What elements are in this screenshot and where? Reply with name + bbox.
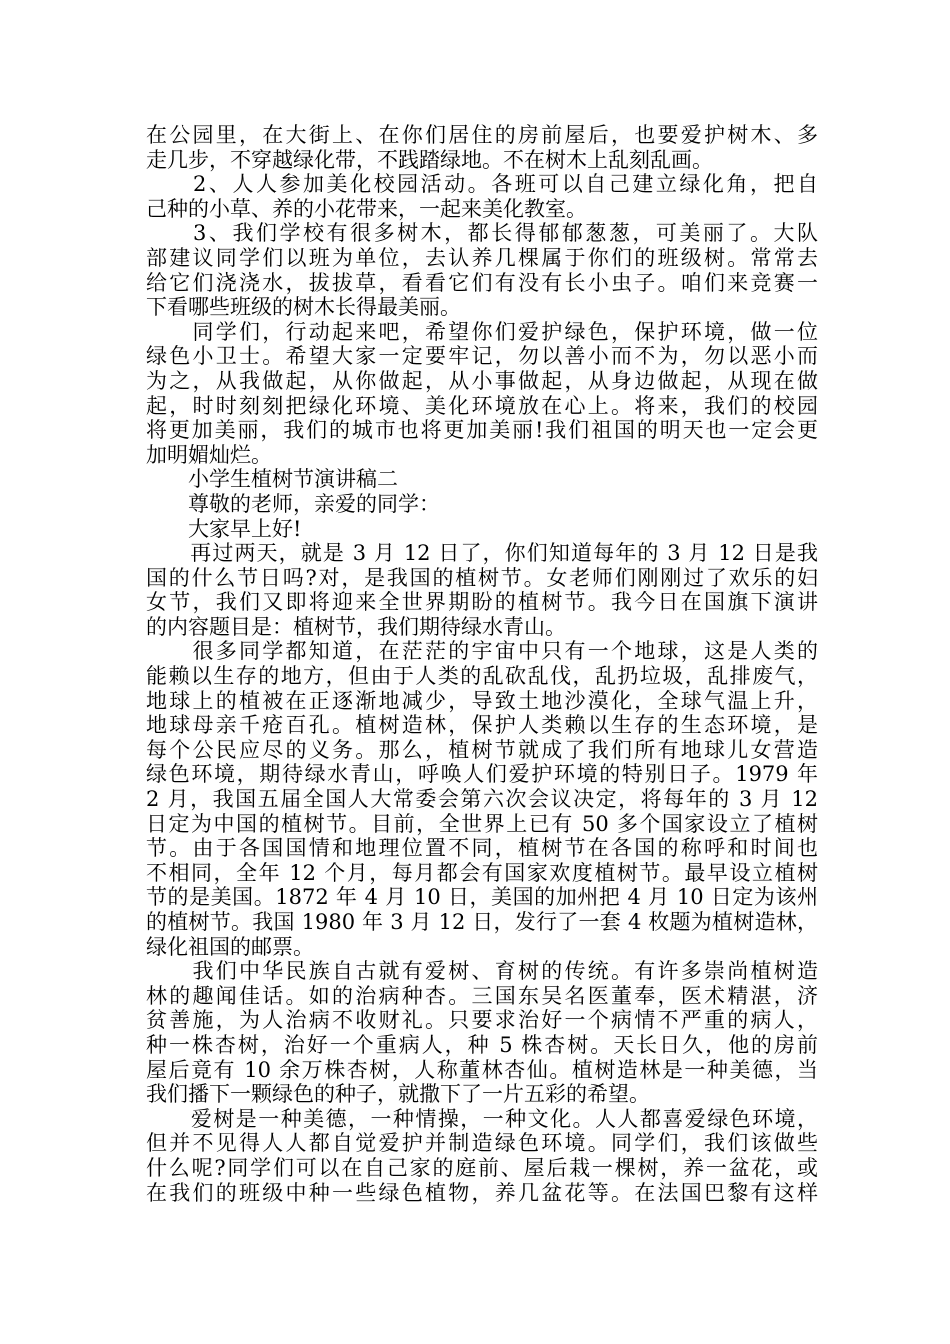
text-line: 绿色小卫士。希望大家一定要牢记，勿以善小而不为，勿以恶小而 bbox=[146, 344, 818, 369]
text-line: 大家早上好! bbox=[146, 516, 302, 541]
text-line: 国的什么节日吗?对，是我国的植树节。女老师们刚刚过了欢乐的妇 bbox=[146, 565, 818, 590]
text-line: 节。由于各国国情和地理位置不同，植树节在各国的称呼和时间也 bbox=[146, 836, 818, 861]
text-line: 但并不见得人人都自觉爱护并制造绿色环境。同学们，我们该做些 bbox=[146, 1131, 818, 1156]
text-line: 3、我们学校有很多树木，都长得郁郁葱葱，可美丽了。大队 bbox=[146, 221, 818, 246]
text-line: 己种的小草、养的小花带来，一起来美化教室。 bbox=[146, 196, 587, 221]
text-line: 再过两天，就是 3 月 12 日了，你们知道每年的 3 月 12 日是我 bbox=[146, 541, 818, 566]
text-line: 小学生植树节演讲稿二 bbox=[146, 467, 398, 492]
text-line: 屋后竟有 10 余万株杏树，人称董林杏仙。植树造林是一种美德，当 bbox=[146, 1057, 818, 1082]
text-line: 为之，从我做起，从你做起，从小事做起，从身边做起，从现在做 bbox=[146, 368, 818, 393]
text-line: 给它们浇浇水，拔拔草，看看它们有没有长小虫子。咱们来竞赛一 bbox=[146, 270, 818, 295]
text-line: 下看哪些班级的树木长得最美丽。 bbox=[146, 295, 461, 320]
text-line: 同学们，行动起来吧，希望你们爱护绿色，保护环境，做一位 bbox=[146, 319, 818, 344]
text-line: 的内容题目是：植树节，我们期待绿水青山。 bbox=[146, 614, 566, 639]
text-line: 部建议同学们以班为单位，去认养几棵属于你们的班级树。常常去 bbox=[146, 245, 818, 270]
text-line: 节的是美国。1872 年 4 月 10 日，美国的加州把 4 月 10 日定为该州 bbox=[146, 885, 818, 910]
text-line: 绿色环境，期待绿水青山，呼唤人们爱护环境的特别日子。1979 年 bbox=[146, 762, 818, 787]
document-body bbox=[146, 123, 818, 1205]
text-line: 爱树是一种美德，一种情操，一种文化。人人都喜爱绿色环境， bbox=[146, 1106, 818, 1131]
text-line: 的植树节。我国 1980 年 3 月 12 日，发行了一套 4 枚题为植树造林， bbox=[146, 910, 818, 934]
text-line: 2 月，我国五届全国人大常委会第六次会议决定，将每年的 3 月 12 bbox=[146, 787, 818, 812]
text-line: 很多同学都知道，在茫茫的宇宙中只有一个地球，这是人类的 bbox=[146, 639, 818, 664]
text-line: 日定为中国的植树节。目前，全世界上已有 50 多个国家设立了植树 bbox=[146, 811, 818, 836]
text-line: 贫善施，为人治病不收财礼。只要求治好一个病情不严重的病人， bbox=[146, 1008, 818, 1033]
text-line: 在我们的班级中种一些绿色植物，养几盆花等。在法国巴黎有这样 bbox=[146, 1180, 818, 1205]
text-line: 种一株杏树，治好一个重病人，种 5 株杏树。天长日久，他的房前 bbox=[146, 1032, 818, 1057]
text-line: 在公园里，在大街上、在你们居住的房前屋后，也要爱护树木、多 bbox=[146, 123, 818, 147]
text-line: 不相同，全年 12 个月，每月都会有国家欢度植树节。最早设立植树 bbox=[146, 860, 818, 885]
text-line: 什么呢?同学们可以在自己家的庭前、屋后栽一棵树，养一盆花，或 bbox=[146, 1155, 818, 1180]
text-line: 加明媚灿烂。 bbox=[146, 442, 272, 467]
text-line: 地球母亲千疮百孔。植树造林，保护人类赖以生存的生态环境，是 bbox=[146, 713, 818, 738]
text-line: 林的趣闻佳话。如的治病种杏。三国东吴名医董奉，医术精湛，济 bbox=[146, 983, 818, 1008]
text-line: 我们中华民族自古就有爱树、育树的传统。有许多崇尚植树造 bbox=[146, 959, 818, 984]
text-line: 尊敬的老师，亲爱的同学： bbox=[146, 491, 440, 516]
text-line: 起，时时刻刻把绿化环境、美化环境放在心上。将来，我们的校园 bbox=[146, 393, 818, 418]
text-line: 将更加美丽，我们的城市也将更加美丽!我们祖国的明天也一定会更 bbox=[146, 418, 818, 443]
text-line: 2、人人参加美化校园活动。各班可以自己建立绿化角，把自 bbox=[146, 172, 818, 197]
text-line: 能赖以生存的地方，但由于人类的乱砍乱伐，乱扔垃圾，乱排废气， bbox=[146, 664, 818, 689]
text-line: 地球上的植被在正逐渐地减少，导致土地沙漠化，全球气温上升， bbox=[146, 688, 818, 713]
text-line: 我们播下一颗绿色的种子，就撒下了一片五彩的希望。 bbox=[146, 1082, 650, 1107]
text-line: 走几步，不穿越绿化带，不践踏绿地。不在树木上乱刻乱画。 bbox=[146, 147, 713, 172]
text-line: 绿化祖国的邮票。 bbox=[146, 934, 314, 959]
text-line: 每个公民应尽的义务。那么，植树节就成了我们所有地球儿女营造 bbox=[146, 737, 818, 762]
text-line: 女节，我们又即将迎来全世界期盼的植树节。我今日在国旗下演讲 bbox=[146, 590, 818, 615]
